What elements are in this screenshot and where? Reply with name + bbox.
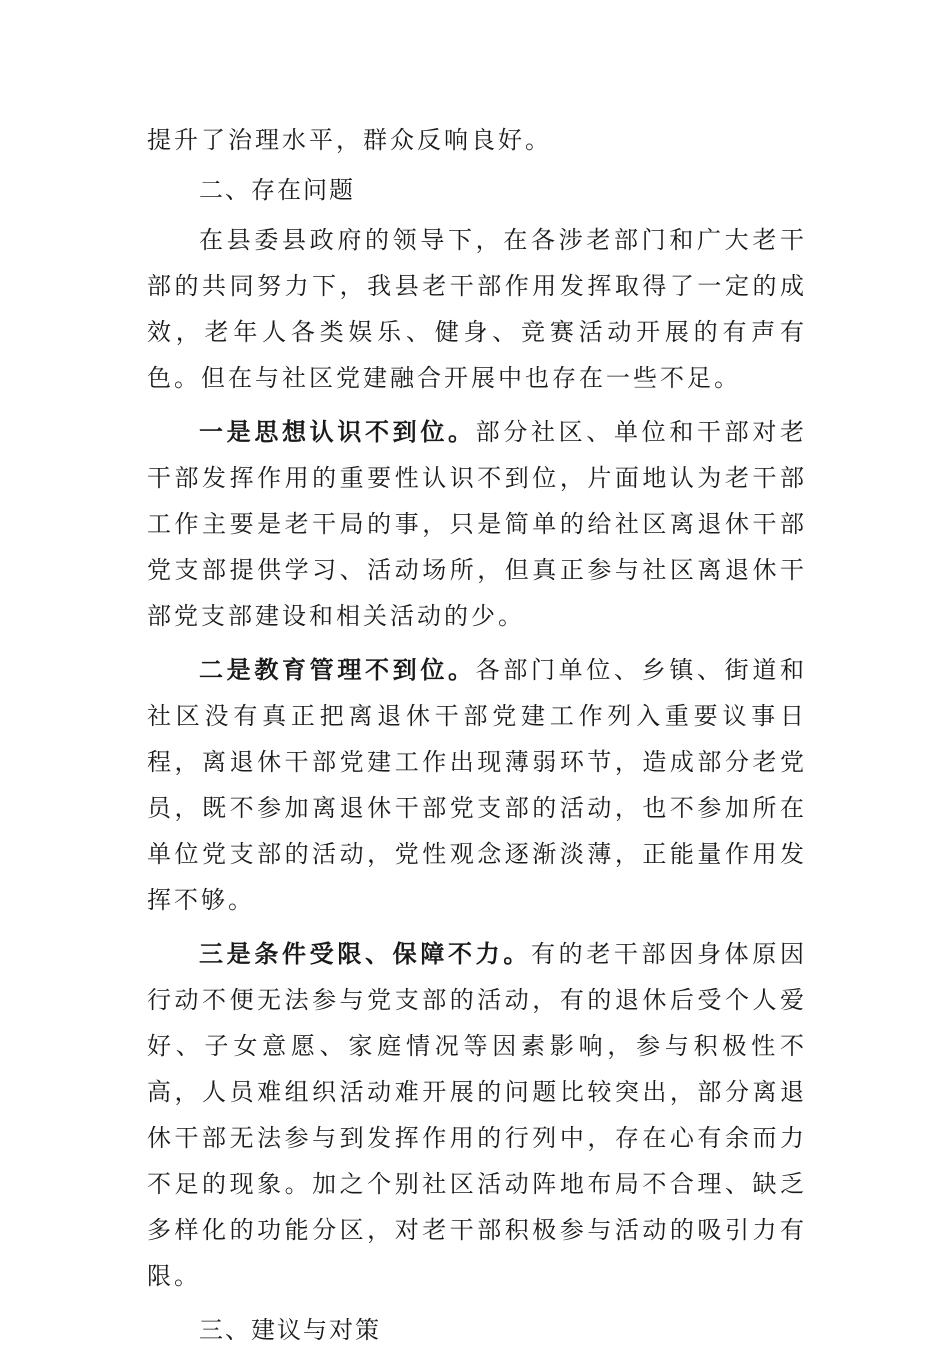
- problem-text-3: 有的老干部因身体原因行动不便无法参与党支部的活动，有的退休后受个人爱好、子女意愿、家庭情况等因素影响，参与积极性不高，人员难组织活动难开展的问题比较突出，部分离退休干部无法参与到发挥作用的行列中，存在心有余而力不足的现象。加之个别社区活动阵地布局不合理、缺乏多样化的功能分区，对老干部积极参与活动的吸引力有限。: [147, 940, 807, 1290]
- section-heading-problems: 二、存在问题: [199, 176, 355, 204]
- problem-lead-1: 一是思想认识不到位。: [199, 417, 476, 446]
- section-intro-paragraph: 在县委县政府的领导下，在各涉老部门和广大老干部的共同努力下，我县老干部作用发挥取得了一定的成效，老年人各类娱乐、健身、竞赛活动开展的有声有色。但在与社区党建融合开展中也存在一些不足。: [147, 226, 807, 392]
- problem-paragraph-3: [147, 931, 807, 1299]
- problem-lead-2: 二是教育管理不到位。: [199, 655, 476, 684]
- intro-tail-paragraph: 提升了治理水平，群众反响良好。: [147, 126, 552, 154]
- problem-text-2: 各部门单位、乡镇、街道和社区没有真正把离退休干部党建工作列入重要议事日程，离退休干部党建工作出现薄弱环节，造成部分老党员，既不参加离退休干部党支部的活动，也不参加所在单位党支部的活动，党性观念逐渐淡薄，正能量作用发挥不够。: [147, 656, 808, 914]
- problem-lead-3: 三是条件受限、保障不力。: [199, 939, 531, 968]
- section-heading-suggestions: 三、建议与对策: [199, 1316, 381, 1344]
- problem-paragraph-2: [147, 647, 807, 923]
- document-body: [147, 117, 807, 1353]
- problem-text-1: 部分社区、单位和干部对老干部发挥作用的重要性认识不到位，片面地认为老干部工作主要是老干局的事，只是简单的给社区离退休干部党支部提供学习、活动场所，但真正参与社区离退休干部党支部建设和相关活动的少。: [147, 418, 808, 630]
- problem-paragraph-1: [147, 409, 807, 639]
